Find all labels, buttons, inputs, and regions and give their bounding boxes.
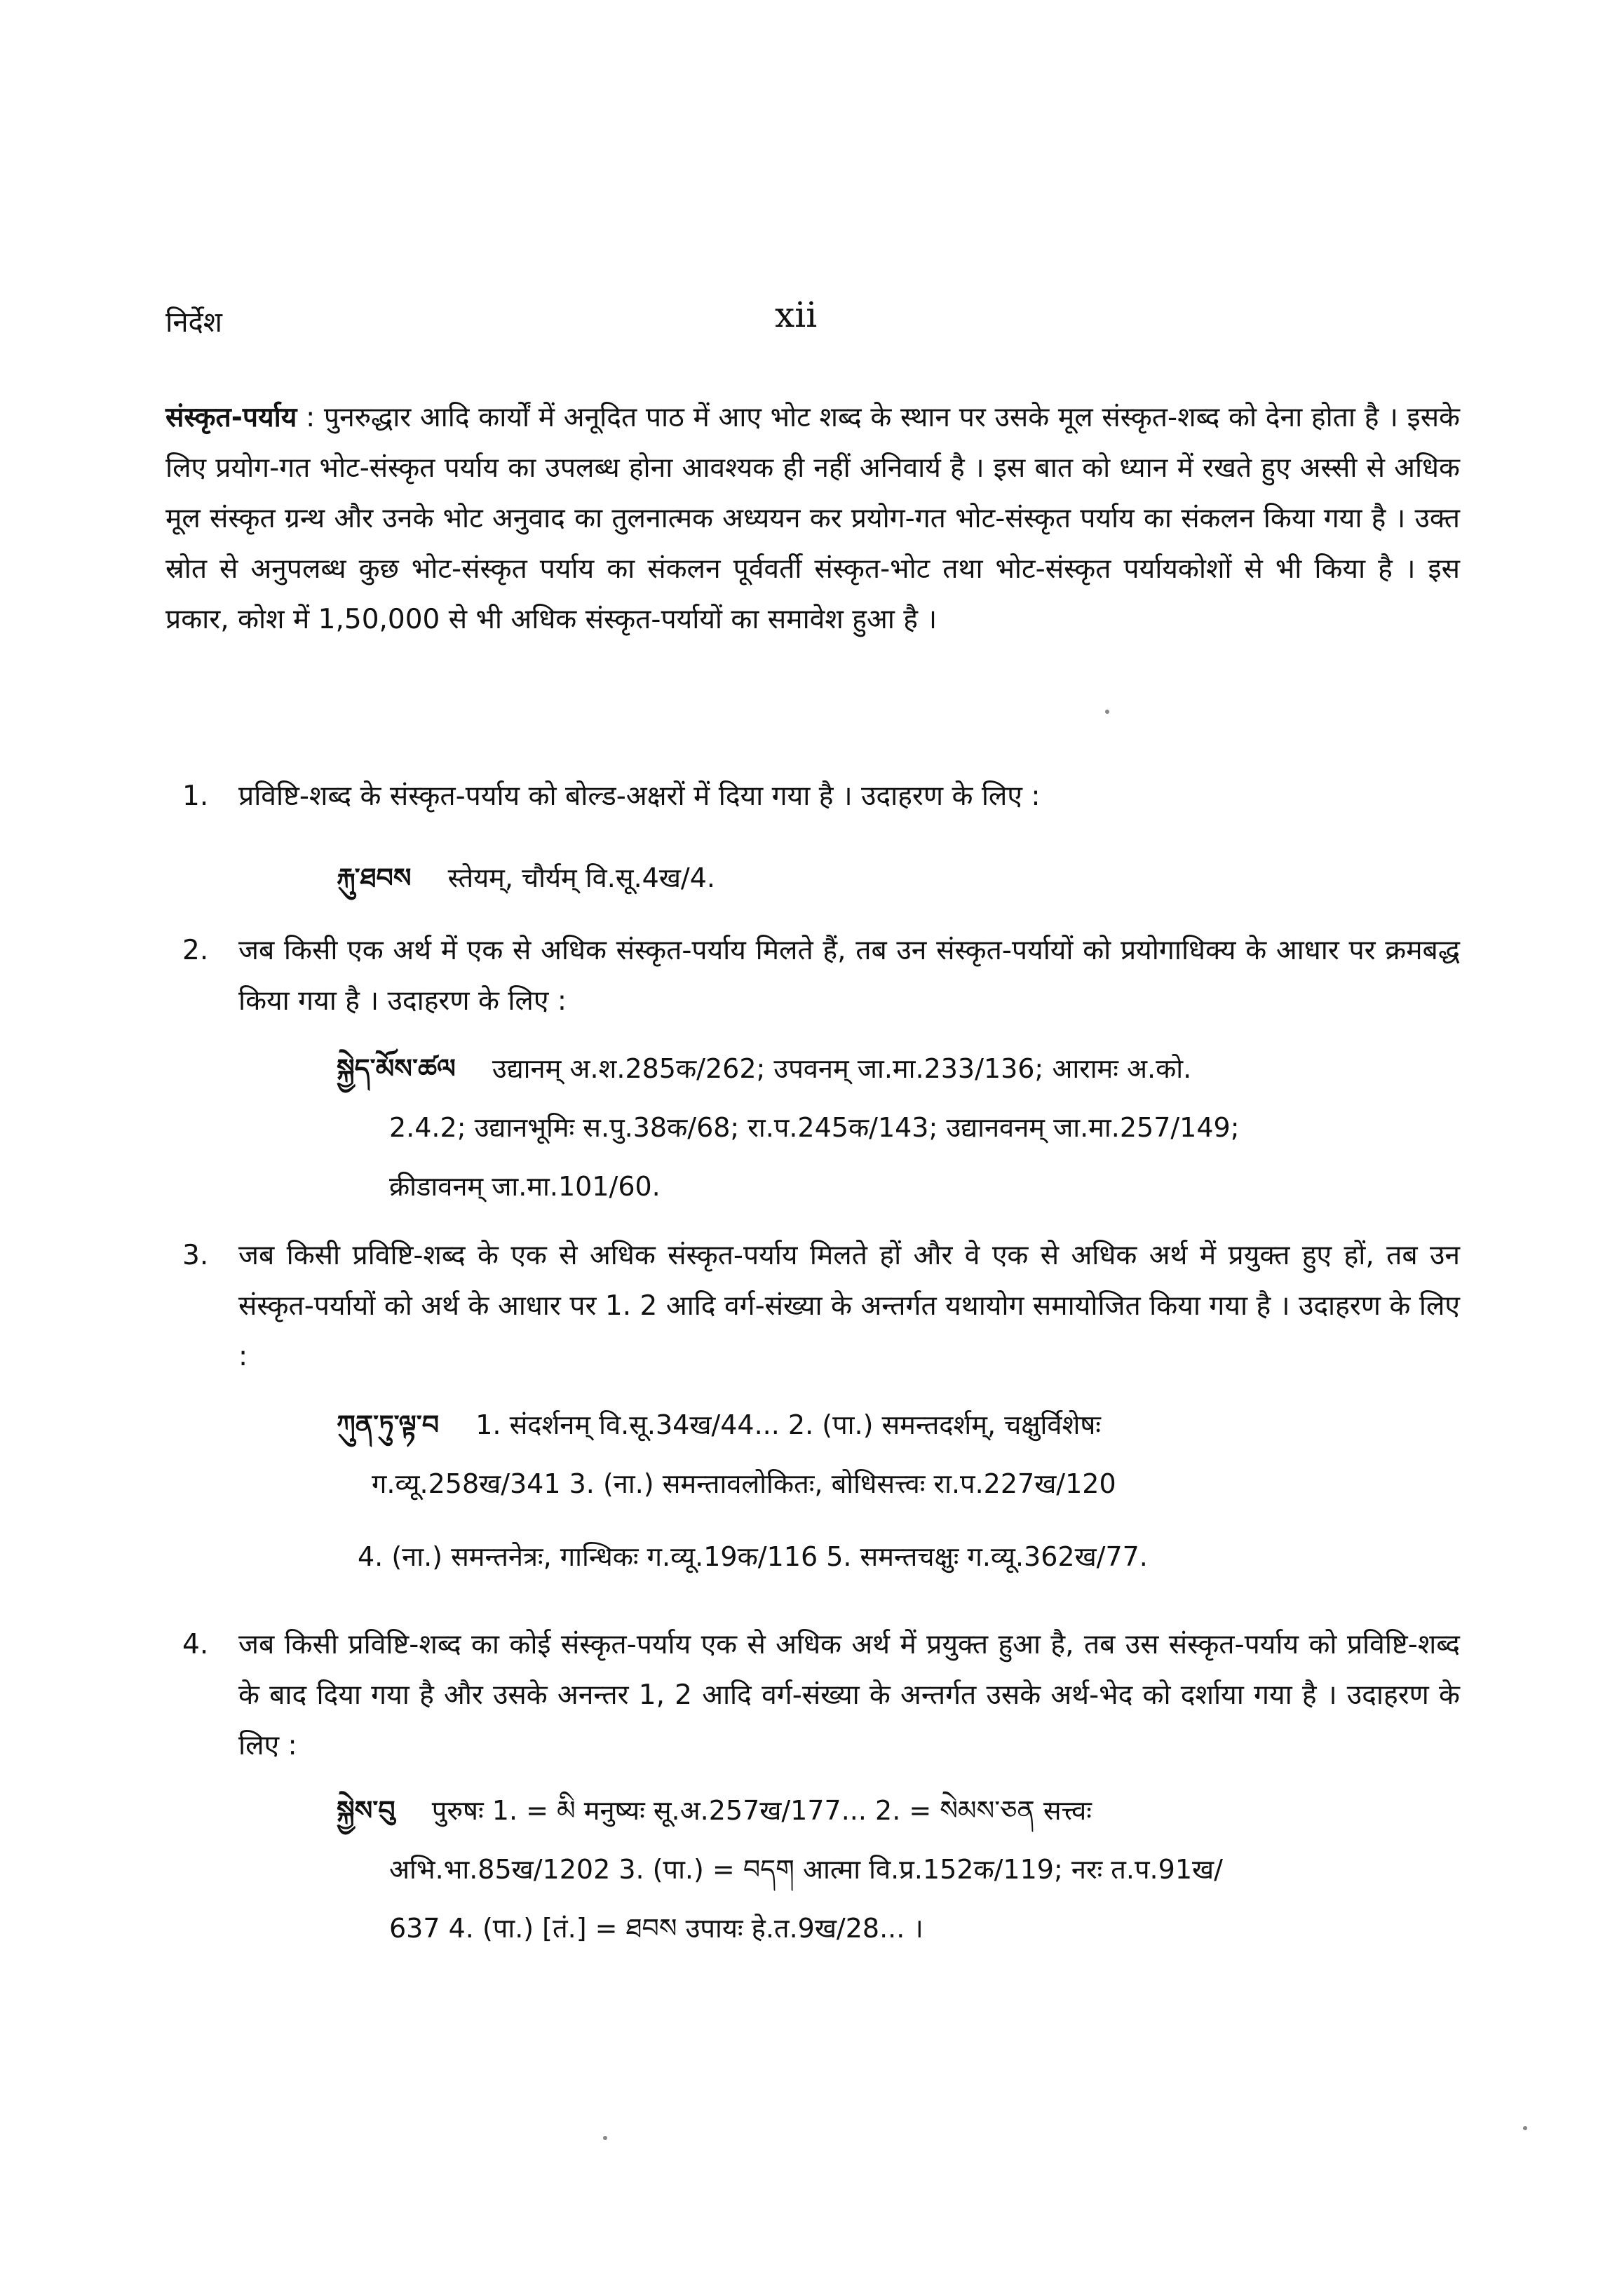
example-content: 2.4.2; उद्यानभूमिः स.पु.38क/68; रा.प.245क/143; उद्यानवनम् जा.मा.257/149; bbox=[389, 1112, 1240, 1143]
tibetan-headword: སྐྱེད་མོས་ཚལ bbox=[337, 1052, 456, 1084]
scan-speck bbox=[1523, 2126, 1527, 2130]
instruction-item-2 bbox=[182, 926, 1460, 1027]
example-content: 637 4. (पा.) [तं.] = ཐབས उपायः हे.त.9ख/28... । bbox=[389, 1913, 923, 1944]
example-content: स्तेयम्, चौर्यम् वि.सू.4ख/4. bbox=[447, 862, 715, 893]
tibetan-headword: ཀུན་ཏུ་ལྟ་བ bbox=[337, 1409, 440, 1440]
example-3-line-3 bbox=[358, 1527, 1148, 1586]
item-number: 2. bbox=[182, 935, 209, 966]
intro-term: संस्कृत-पर्याय bbox=[165, 402, 297, 433]
example-4-line-2 bbox=[389, 1840, 1223, 1899]
running-header: निर्देश bbox=[165, 306, 222, 339]
example-2-line-1 bbox=[337, 1039, 1191, 1098]
item-text: जब किसी एक अर्थ में एक से अधिक संस्कृत-पर्याय मिलते हैं, तब उन संस्कृत-पर्यायों को प्रयोगाधिक्य के आधार पर क्रमबद्ध किया गया है । उदाहरण के लिए : bbox=[238, 935, 1460, 1017]
example-content: 4. (ना.) समन्तनेत्रः, गान्धिकः ग.व्यू.19क/116 5. समन्तचक्षुः ग.व्यू.362ख/77. bbox=[358, 1541, 1148, 1572]
example-content: पुरुषः 1. = མི मनुष्यः सू.अ.257ख/177... 2. = སེམས་ཅན सत्त्वः bbox=[431, 1795, 1092, 1826]
item-number: 3. bbox=[182, 1240, 209, 1271]
tibetan-headword: སྐྱེས་བུ bbox=[337, 1794, 395, 1826]
example-3-line-2 bbox=[372, 1454, 1116, 1513]
intro-text: पुनरुद्धार आदि कार्यों में अनूदित पाठ में आए भोट शब्द के स्थान पर उसके मूल संस्कृत-शब्द को देना होता है । इसके लिए प्रयोग-गत भोट-संस्कृत पर्याय का उपलब्ध होना आवश्यक ही नहीं अनिवार्य है । इस बात को ध्यान में रखते हुए अस्सी से अधिक मूल संस्कृत ग्रन्थ और उनके भोट अनुवाद का तुलनात्मक अध्ययन कर प्रयोग-गत भोट-संस्कृत पर्याय का संकलन किया गया है । उक्त स्रोत से अनुपलब्ध कुछ भोट-संस्कृत पर्याय का संकलन पूर्ववर्ती संस्कृत-भोट तथा भोट-संस्कृत पर्यायकोशों से भी किया है । इस प्रकार, कोश में 1,50,000 से भी अधिक संस्कृत-पर्यायों का समावेश हुआ है । bbox=[165, 402, 1461, 635]
example-content: क्रीडावनम् जा.मा.101/60. bbox=[389, 1171, 661, 1202]
example-2-line-2 bbox=[389, 1098, 1240, 1157]
example-1-line-1 bbox=[337, 848, 715, 907]
scan-speck bbox=[603, 2136, 607, 2140]
example-content: ग.व्यू.258ख/341 3. (ना.) समन्तावलोकितः, बोधिसत्त्वः रा.प.227ख/120 bbox=[372, 1468, 1116, 1499]
example-content: अभि.भा.85ख/1202 3. (पा.) = བདག आत्मा वि.प्र.152क/119; नरः त.प.91ख/ bbox=[389, 1854, 1223, 1885]
tibetan-headword: རྐུ་ཐབས bbox=[337, 862, 412, 893]
item-text: जब किसी प्रविष्टि-शब्द का कोई संस्कृत-पर्याय एक से अधिक अर्थ में प्रयुक्त हुआ है, तब उस संस्कृत-पर्याय को प्रविष्टि-शब्द के बाद दिया गया है और उसके अनन्तर 1, 2 आदि वर्ग-संख्या के अन्तर्गत उसके अर्थ-भेद को दर्शाया गया है । उदाहरण के लिए : bbox=[238, 1629, 1460, 1761]
instruction-item-3 bbox=[182, 1231, 1460, 1382]
instruction-item-1 bbox=[182, 771, 1460, 822]
example-3-line-1 bbox=[337, 1395, 1101, 1454]
page-number: xii bbox=[775, 295, 818, 335]
intro-paragraph bbox=[165, 393, 1460, 645]
instruction-item-4 bbox=[182, 1620, 1460, 1771]
example-2-line-3 bbox=[389, 1157, 661, 1216]
example-4-line-1 bbox=[337, 1781, 1092, 1840]
example-content: उद्यानम् अ.श.285क/262; उपवनम् जा.मा.233/136; आरामः अ.को. bbox=[492, 1053, 1192, 1084]
item-text: प्रविष्टि-शब्द के संस्कृत-पर्याय को बोल्ड-अक्षरों में दिया गया है । उदाहरण के लिए : bbox=[238, 780, 1041, 812]
scan-speck bbox=[1105, 710, 1109, 714]
example-4-line-3 bbox=[389, 1899, 923, 1958]
intro-sep: : bbox=[297, 402, 324, 433]
item-number: 1. bbox=[182, 780, 209, 812]
example-content: 1. संदर्शनम् वि.सू.34ख/44... 2. (पा.) समन्तदर्शम्, चक्षुर्विशेषः bbox=[475, 1409, 1101, 1440]
item-text: जब किसी प्रविष्टि-शब्द के एक से अधिक संस्कृत-पर्याय मिलते हों और वे एक से अधिक अर्थ में प्रयुक्त हुए हों, तब उन संस्कृत-पर्यायों को अर्थ के आधार पर 1. 2 आदि वर्ग-संख्या के अन्तर्गत यथायोग समायोजित किया गया है । उदाहरण के लिए : bbox=[238, 1240, 1460, 1372]
item-number: 4. bbox=[182, 1629, 209, 1660]
